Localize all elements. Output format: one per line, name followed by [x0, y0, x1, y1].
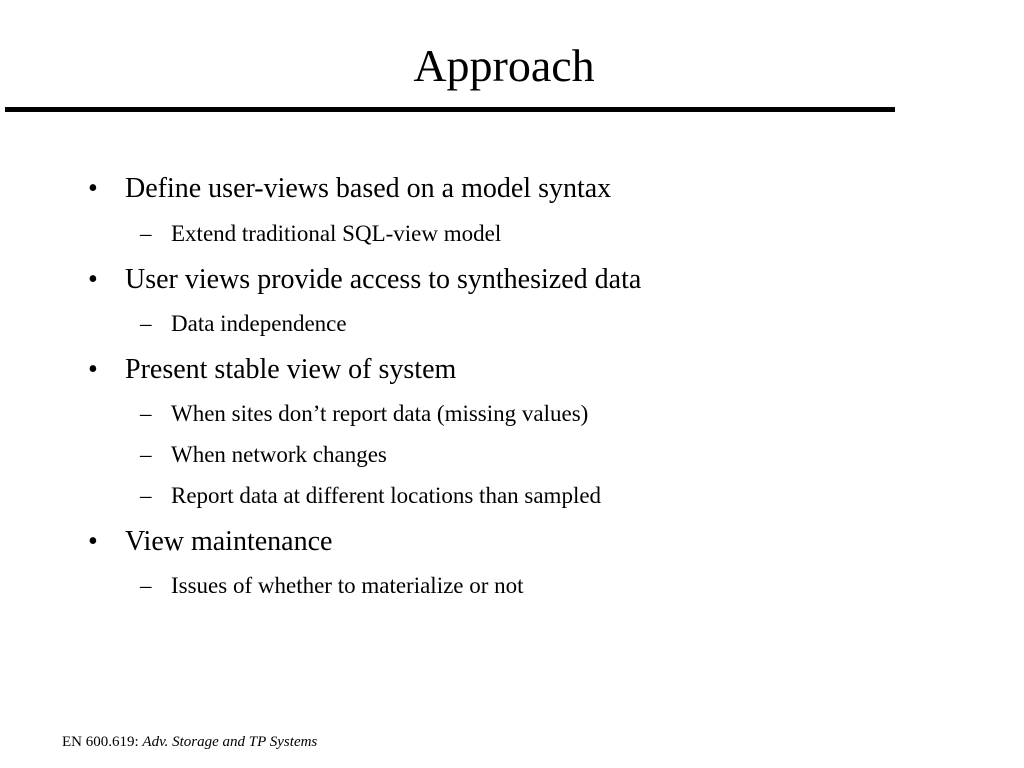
dash-marker: – — [140, 311, 152, 336]
bullet-item-define-user-views — [88, 172, 611, 206]
sub-bullet-item-different-locations — [140, 482, 601, 510]
bullet-text: View maintenance — [125, 526, 333, 557]
sub-bullet-text: When network changes — [171, 442, 387, 467]
footer-course-title: Adv. Storage and TP Systems — [142, 734, 318, 750]
bullet-marker: • — [88, 173, 98, 204]
bullet-item-user-views-access — [88, 263, 641, 297]
sub-bullet-item-network-changes — [140, 441, 387, 469]
bullet-text: Present stable view of system — [125, 354, 457, 385]
bullet-item-view-maintenance — [88, 525, 332, 559]
bullet-text: Define user-views based on a model syntax — [125, 173, 612, 204]
slide-footer — [62, 733, 317, 751]
bullet-item-stable-view — [88, 353, 456, 387]
dash-marker: – — [140, 221, 152, 246]
sub-bullet-text: Issues of whether to materialize or not — [171, 573, 524, 598]
sub-bullet-item-materialize — [140, 572, 524, 600]
sub-bullet-item-data-independence — [140, 310, 347, 338]
bullet-text: User views provide access to synthesized data — [125, 264, 642, 295]
sub-bullet-item-extend-sql-view — [140, 220, 501, 248]
slide-title: Approach — [413, 40, 595, 91]
sub-bullet-text: Extend traditional SQL-view model — [171, 221, 502, 246]
bullet-marker: • — [88, 264, 98, 295]
dash-marker: – — [140, 483, 152, 508]
sub-bullet-text: Report data at different locations than sampled — [171, 483, 602, 508]
bullet-marker: • — [88, 526, 98, 557]
sub-bullet-text: When sites don’t report data (missing values) — [171, 401, 589, 426]
bullet-marker: • — [88, 354, 98, 385]
footer-course-code: EN 600.619: — [62, 734, 139, 750]
dash-marker: – — [140, 442, 152, 467]
dash-marker: – — [140, 401, 152, 426]
dash-marker: – — [140, 573, 152, 598]
sub-bullet-text: Data independence — [171, 311, 347, 336]
sub-bullet-item-missing-values — [140, 400, 588, 428]
